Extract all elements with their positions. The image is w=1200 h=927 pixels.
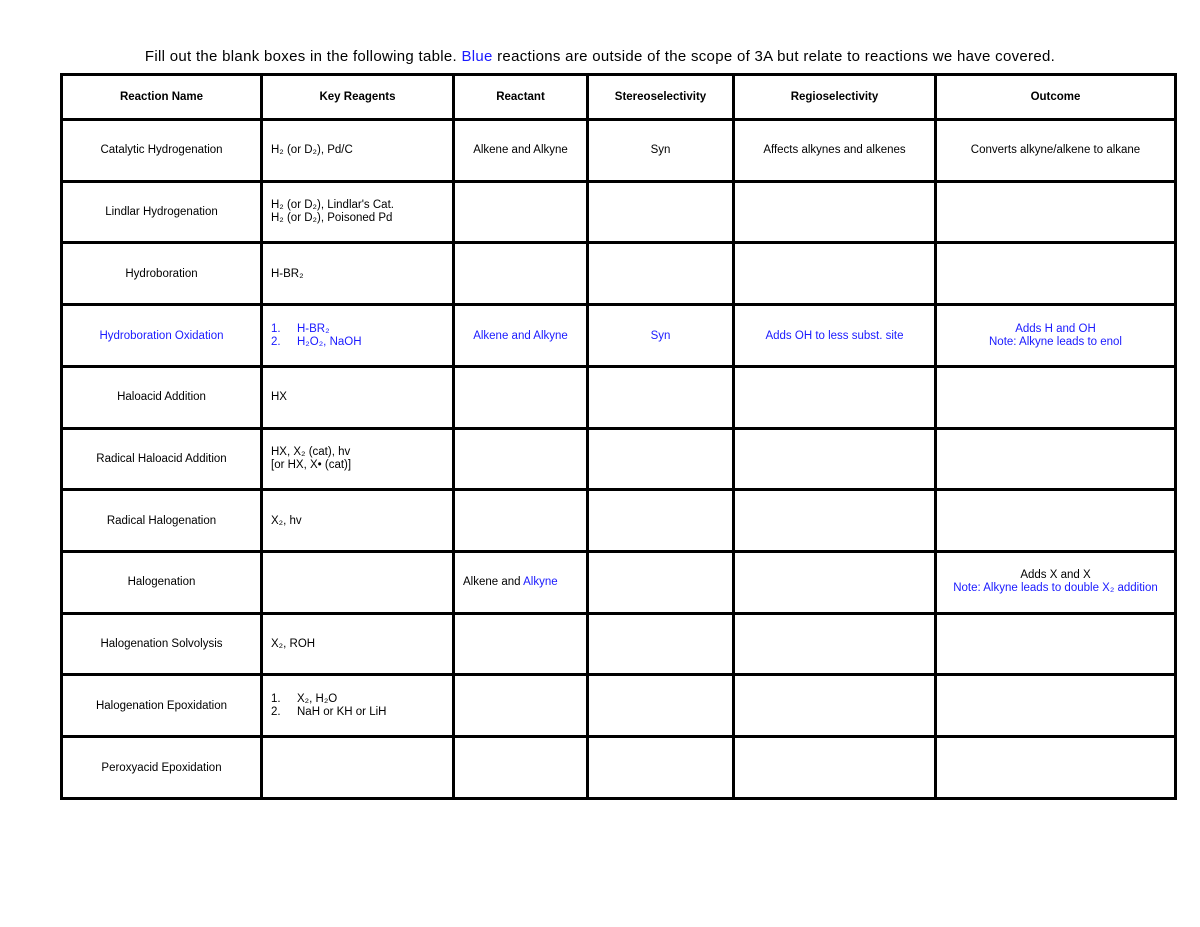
outcome-blank-cell[interactable] xyxy=(936,737,1176,799)
reactant-blank-cell[interactable] xyxy=(454,243,588,305)
reaction-name-cell: Lindlar Hydrogenation xyxy=(62,181,262,243)
stereoselectivity-blank-cell[interactable] xyxy=(588,737,734,799)
stereoselectivity-blank-cell[interactable] xyxy=(588,675,734,737)
reaction-name-cell: Halogenation xyxy=(62,552,262,614)
key-reagents-cell: X₂, ROH xyxy=(262,613,454,675)
reaction-name-cell: Radical Halogenation xyxy=(62,490,262,552)
table-row xyxy=(62,243,1176,305)
reaction-name-cell: Peroxyacid Epoxidation xyxy=(62,737,262,799)
reaction-name-cell: Radical Haloacid Addition xyxy=(62,428,262,490)
reagent-step: 2. NaH or KH or LiH xyxy=(271,705,387,718)
reagent-steps xyxy=(271,323,444,349)
key-reagents-cell: X₂, hv xyxy=(262,490,454,552)
table-row xyxy=(62,490,1176,552)
reagents-line: HX, X₂ (cat), hv xyxy=(271,445,351,458)
key-reagents-cell xyxy=(262,181,454,243)
outcome-blank-cell[interactable] xyxy=(936,428,1176,490)
stereoselectivity-cell: Syn xyxy=(588,305,734,367)
outcome-line: Adds X and X xyxy=(1020,569,1091,582)
outcome-blank-cell[interactable] xyxy=(936,181,1176,243)
outcome-line: Note: Alkyne leads to enol xyxy=(989,335,1122,348)
key-reagents-cell xyxy=(262,428,454,490)
reactant-blank-cell[interactable] xyxy=(454,737,588,799)
stereoselectivity-blank-cell[interactable] xyxy=(588,428,734,490)
header-key-reagents: Key Reagents xyxy=(262,75,454,120)
header-reaction-name: Reaction Name xyxy=(62,75,262,120)
header-stereoselectivity: Stereoselectivity xyxy=(588,75,734,120)
key-reagents-cell: H₂ (or D₂), Pd/C xyxy=(262,120,454,182)
regioselectivity-blank-cell[interactable] xyxy=(734,490,936,552)
instructions-text-rest: reactions are outside of the scope of 3A but relate to reactions we have covered. xyxy=(497,48,1056,65)
reagents-line: [or HX, X• (cat)] xyxy=(271,458,352,471)
reactant-blank-cell[interactable] xyxy=(454,675,588,737)
table-row xyxy=(62,613,1176,675)
key-reagents-blank-cell[interactable] xyxy=(262,737,454,799)
regioselectivity-blank-cell[interactable] xyxy=(734,366,936,428)
reaction-name-cell: Catalytic Hydrogenation xyxy=(62,120,262,182)
outcome-cell: Converts alkyne/alkene to alkane xyxy=(936,120,1176,182)
outcome-cell xyxy=(936,305,1176,367)
regioselectivity-blank-cell[interactable] xyxy=(734,552,936,614)
key-reagents-blank-cell[interactable] xyxy=(262,552,454,614)
regioselectivity-blank-cell[interactable] xyxy=(734,181,936,243)
reactant-cell xyxy=(454,552,588,614)
table-row xyxy=(62,120,1176,182)
outcome-blank-cell[interactable] xyxy=(936,613,1176,675)
table-row xyxy=(62,305,1176,367)
reactant-blank-cell[interactable] xyxy=(454,490,588,552)
key-reagents-cell: H-BR₂ xyxy=(262,243,454,305)
header-regioselectivity: Regioselectivity xyxy=(734,75,936,120)
table-row xyxy=(62,181,1176,243)
header-row xyxy=(62,75,1176,120)
reagent-step: 1. X₂, H₂O xyxy=(271,692,338,705)
outcome-line: Adds H and OH xyxy=(1015,322,1096,335)
reagents-line: H₂ (or D₂), Lindlar's Cat. xyxy=(271,199,394,212)
outcome-blank-cell[interactable] xyxy=(936,675,1176,737)
reagent-steps xyxy=(271,693,444,719)
regioselectivity-blank-cell[interactable] xyxy=(734,613,936,675)
reagents-line: H₂ (or D₂), Poisoned Pd xyxy=(271,212,393,225)
reaction-name-cell: Hydroboration xyxy=(62,243,262,305)
stereoselectivity-blank-cell[interactable] xyxy=(588,552,734,614)
instructions-text: Fill out the blank boxes in the following table. xyxy=(144,48,457,65)
outcome-line-blue: Note: Alkyne leads to double X₂ addition xyxy=(953,582,1158,595)
header-outcome: Outcome xyxy=(936,75,1176,120)
table-row xyxy=(62,675,1176,737)
instructions-blue-word: Blue xyxy=(461,48,493,65)
table-row xyxy=(62,366,1176,428)
outcome-blank-cell[interactable] xyxy=(936,490,1176,552)
reaction-table xyxy=(60,73,1177,800)
reaction-name-cell: Haloacid Addition xyxy=(62,366,262,428)
reactant-text: Alkene and xyxy=(463,576,521,589)
stereoselectivity-blank-cell[interactable] xyxy=(588,366,734,428)
regioselectivity-cell: Adds OH to less subst. site xyxy=(734,305,936,367)
header-reactant: Reactant xyxy=(454,75,588,120)
reagent-step: 1. H-BR₂ xyxy=(271,322,330,335)
key-reagents-cell xyxy=(262,305,454,367)
reactant-blank-cell[interactable] xyxy=(454,366,588,428)
regioselectivity-blank-cell[interactable] xyxy=(734,243,936,305)
reactant-cell: Alkene and Alkyne xyxy=(454,120,588,182)
table-row xyxy=(62,737,1176,799)
reactant-blank-cell[interactable] xyxy=(454,428,588,490)
reaction-name-cell: Hydroboration Oxidation xyxy=(62,305,262,367)
table-row xyxy=(62,428,1176,490)
key-reagents-cell: HX xyxy=(262,366,454,428)
table-row xyxy=(62,552,1176,614)
regioselectivity-blank-cell[interactable] xyxy=(734,737,936,799)
regioselectivity-blank-cell[interactable] xyxy=(734,428,936,490)
reactant-blank-cell[interactable] xyxy=(454,181,588,243)
stereoselectivity-cell: Syn xyxy=(588,120,734,182)
reactant-cell: Alkene and Alkyne xyxy=(454,305,588,367)
outcome-blank-cell[interactable] xyxy=(936,366,1176,428)
outcome-blank-cell[interactable] xyxy=(936,243,1176,305)
regioselectivity-blank-cell[interactable] xyxy=(734,675,936,737)
stereoselectivity-blank-cell[interactable] xyxy=(588,490,734,552)
stereoselectivity-blank-cell[interactable] xyxy=(588,613,734,675)
reagent-step: 2. H₂O₂, NaOH xyxy=(271,335,362,348)
reaction-name-cell: Halogenation Epoxidation xyxy=(62,675,262,737)
regioselectivity-cell: Affects alkynes and alkenes xyxy=(734,120,936,182)
reactant-text-blue: Alkyne xyxy=(523,576,558,589)
stereoselectivity-blank-cell[interactable] xyxy=(588,243,734,305)
reaction-name-cell: Halogenation Solvolysis xyxy=(62,613,262,675)
key-reagents-cell xyxy=(262,675,454,737)
reactant-blank-cell[interactable] xyxy=(454,613,588,675)
instructions xyxy=(0,48,1200,65)
outcome-cell xyxy=(936,552,1176,614)
stereoselectivity-blank-cell[interactable] xyxy=(588,181,734,243)
